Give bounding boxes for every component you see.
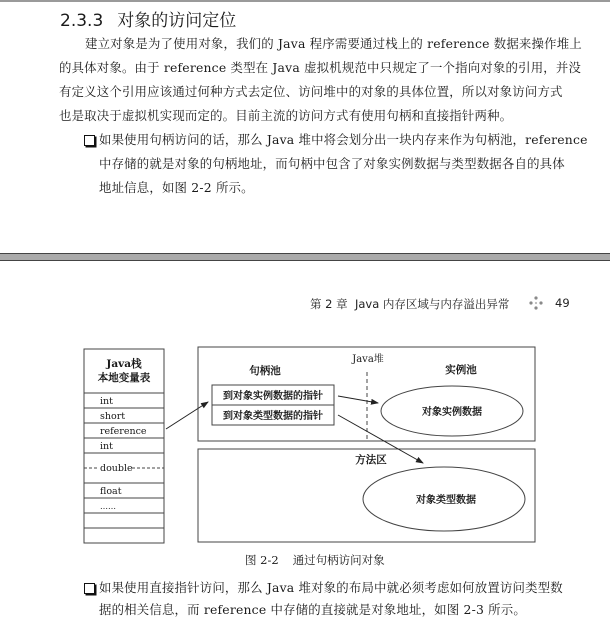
- figure-number: 图 2-2: [245, 553, 279, 567]
- stack-row-reference: reference: [100, 426, 147, 437]
- handle-entry-instance-pointer: 到对象实例数据的指针: [223, 391, 323, 402]
- stack-row-double: double: [100, 463, 133, 474]
- stack-title-line2: 本地变量表: [97, 372, 151, 384]
- direct-bullet-line-1: 如果使用直接指针访问，那么 Java 堆对象的布局中就必须考虑如何放置访问类型数: [99, 580, 563, 595]
- intro-line-4: 也是取决于虚拟机实现而定的。目前主流的访问方式有使用句柄和直接指针两种。: [59, 108, 513, 123]
- java-heap-box: [198, 347, 535, 441]
- handle-pool-label: 句柄池: [249, 365, 281, 377]
- type-data-label: 对象类型数据: [416, 495, 476, 506]
- instance-pool-label: 实例池: [445, 364, 477, 376]
- stack-title-line1: Java栈: [106, 358, 142, 370]
- direct-bullet-line-2: 据的相关信息，而 reference 中存储的直接就是对象地址，如图 2-3 所示。: [99, 602, 526, 617]
- intro-line-1: 建立对象是为了使用对象，我们的 Java 程序需要通过栈上的 reference 数据来操作堆上: [85, 36, 582, 51]
- handle-bullet-line-3: 地址信息，如图 2-2 所示。: [99, 180, 254, 195]
- stack-row-float: float: [100, 486, 122, 497]
- page-number: 49: [555, 296, 570, 310]
- figure-caption: [245, 552, 385, 568]
- java-stack-table: [84, 349, 164, 543]
- handle-entry-type-pointer: 到对象类型数据的指针: [223, 411, 323, 422]
- intro-line-2: 的具体对象。由于 reference 类型在 Java 虚拟机规范中只规定了一个指向对象的引用，并没: [59, 60, 582, 75]
- chapter-label: 第 2 章: [310, 297, 348, 311]
- stack-row-int: int: [100, 441, 113, 452]
- instance-data-label: 对象实例数据: [422, 407, 482, 418]
- stack-row-int: int: [100, 396, 113, 407]
- handle-bullet-line-1: 如果使用句柄访问的话，那么 Java 堆中将会划分出一块内存来作为句柄池，reference: [99, 132, 588, 147]
- figure-caption-text: 通过句柄访问对象: [292, 553, 385, 567]
- chapter-title: Java 内存区域与内存溢出异常: [354, 297, 510, 311]
- reference-to-handle-arrow: [166, 402, 208, 429]
- stack-row-ellipsis: ……: [100, 502, 116, 511]
- stack-row-short: short: [100, 411, 126, 422]
- checkbox-bullet-icon: [84, 583, 95, 594]
- section-title: 对象的访问定位: [117, 11, 237, 31]
- java-heap-label: Java堆: [352, 354, 384, 365]
- method-area-box: [198, 449, 535, 542]
- section-number: 2.3.3: [60, 11, 104, 31]
- handle-to-instance-arrow: [338, 396, 378, 403]
- method-area-label: 方法区: [355, 454, 387, 466]
- intro-line-3: 有定义这个引用应该通过何种方式去定位、访问堆中的对象的具体位置，所以对象访问方式: [59, 84, 563, 99]
- handle-bullet-line-2: 中存储的就是对象的句柄地址，而句柄中包含了对象实例数据与类型数据各自的具体: [99, 156, 565, 171]
